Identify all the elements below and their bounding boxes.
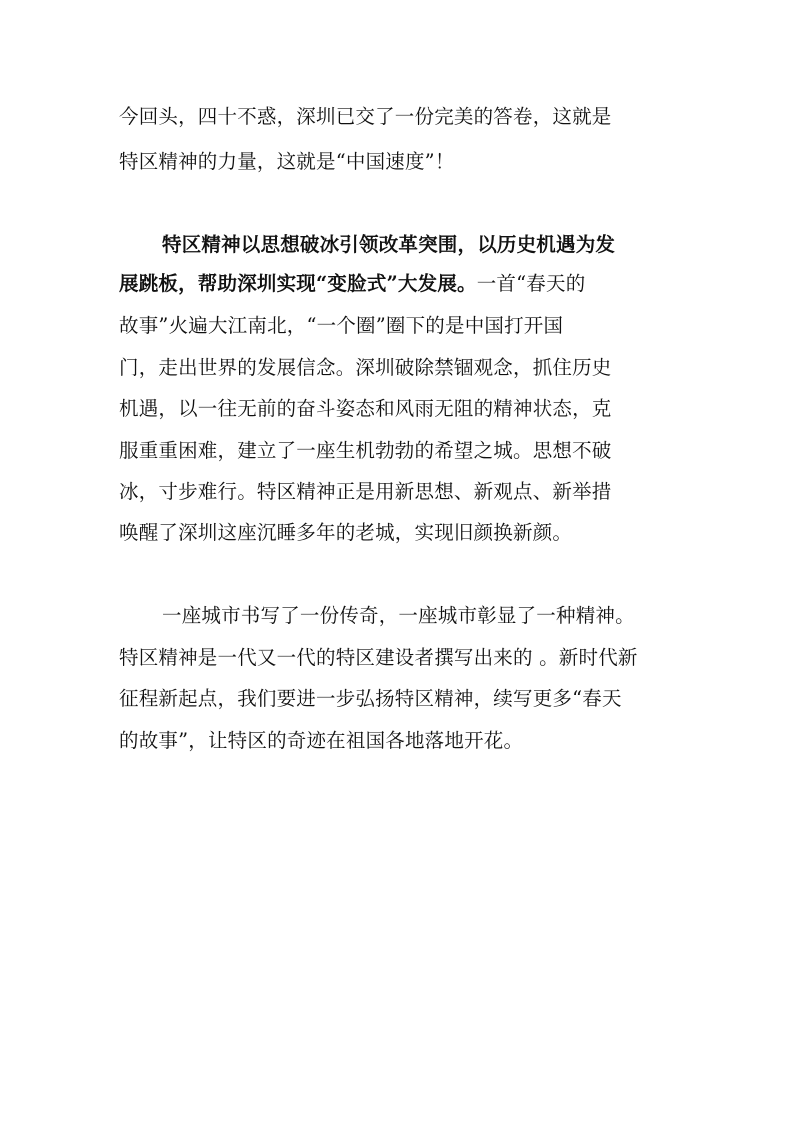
paragraph-2-line-6 — [119, 437, 612, 465]
line-text: 的故事”，让特区的奇迹在祖国各地落地开花。 — [119, 729, 524, 752]
line-text: 门，走出世界的发展信念。深圳破除禁锢观念，抓住历史 — [119, 356, 612, 379]
line-text: 一首“春天的 — [476, 272, 586, 295]
paragraph-2-line-1 — [162, 231, 615, 259]
paragraph-2-line-4 — [119, 354, 612, 382]
paragraph-3-line-4 — [119, 727, 523, 755]
line-text: 冰，寸步难行。特区精神正是用新思想、新观点、新举措 — [119, 480, 612, 503]
paragraph-2-line-7 — [119, 478, 612, 506]
paragraph-1-line-1 — [119, 103, 612, 131]
line-text: 今回头，四十不惑，深圳已交了一份完美的答卷，这就是 — [119, 105, 612, 128]
paragraph-3-line-2 — [119, 644, 638, 672]
line-text: 特区精神是一代又一代的特区建设者撰写出来的 。新时代新 — [119, 646, 638, 669]
line-text: 故事”火遍大江南北，“一个圈”圈下的是中国打开国 — [119, 314, 564, 337]
line-text: 服重重困难，建立了一座生机勃勃的希望之城。思想不破 — [119, 439, 612, 462]
line-text: 唤醒了深圳这座沉睡多年的老城，实现旧颜换新颜。 — [119, 521, 573, 544]
bold-lead-text: 特区精神以思想破冰引领改革突围，以历史机遇为发 — [162, 233, 616, 256]
paragraph-2-line-5 — [119, 395, 612, 423]
line-text: 机遇，以一往无前的奋斗姿态和风雨无阻的精神状态，克 — [119, 397, 612, 420]
line-text: 一座城市书写了一份传奇，一座城市彰显了一种精神。 — [162, 604, 635, 627]
line-text: 征程新起点，我们要进一步弘扬特区精神，续写更多“春天 — [119, 687, 622, 710]
line-text: 特区精神的力量，这就是“中国速度”！ — [119, 150, 455, 173]
bold-lead-text: 展跳板，帮助深圳实现“变脸式”大发展。 — [119, 272, 477, 295]
paragraph-2-line-2 — [119, 270, 585, 298]
paragraph-3-line-3 — [119, 685, 622, 713]
paragraph-2-line-3 — [119, 312, 563, 340]
paragraph-3-line-1 — [162, 602, 635, 630]
paragraph-2-line-8 — [119, 519, 572, 547]
paragraph-1-line-2 — [119, 148, 455, 176]
